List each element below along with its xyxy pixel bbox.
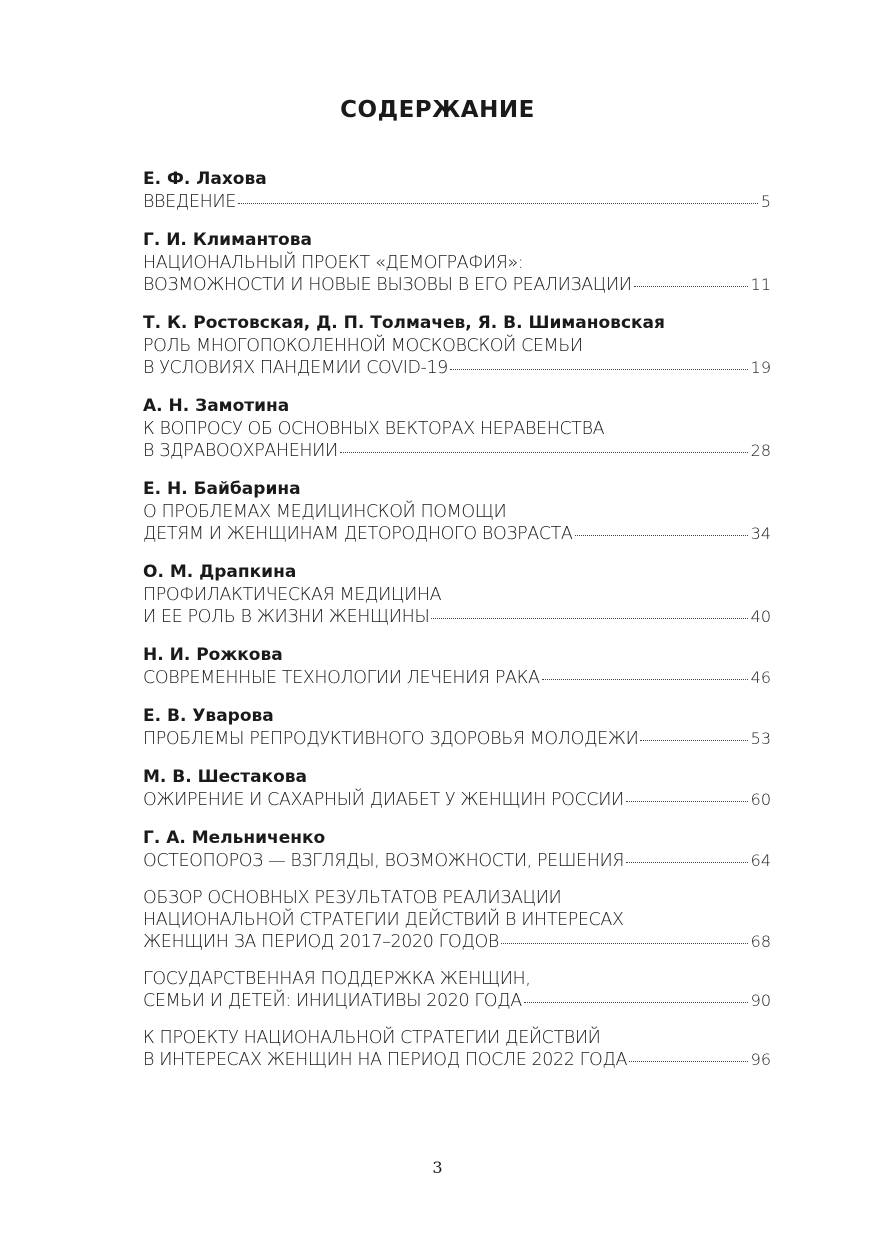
toc-entry-title-text: РОЛЬ МНОГОПОКОЛЕННОЙ МОСКОВСКОЙ СЕМЬИ	[143, 336, 583, 356]
table-of-contents	[143, 167, 771, 1086]
toc-entry-title-line	[143, 252, 771, 274]
toc-entry-page-number: 64	[750, 851, 771, 870]
toc-entry-page-number: 53	[750, 729, 771, 748]
toc-entry-title-line	[143, 667, 771, 689]
dot-leader	[431, 617, 747, 619]
toc-entry[interactable]	[143, 968, 771, 1012]
toc-entry-author: Г. И. Климантова	[143, 230, 312, 250]
toc-entry-title-text: СОВРЕМЕННЫЕ ТЕХНОЛОГИИ ЛЕЧЕНИЯ РАКА	[143, 668, 540, 688]
toc-entry-page-number: 5	[760, 192, 771, 211]
toc-entry-page-number: 96	[750, 1050, 771, 1069]
toc-entry-title-line	[143, 440, 771, 462]
toc-entry-title-text: В ИНТЕРЕСАХ ЖЕНЩИН НА ПЕРИОД ПОСЛЕ 2022 ГОДА	[143, 1050, 628, 1070]
toc-entry-title-text: ЖЕНЩИН ЗА ПЕРИОД 2017–2020 ГОДОВ	[143, 932, 499, 952]
toc-entry-author: Е. В. Уварова	[143, 706, 274, 726]
toc-entry-title-text: ВОЗМОЖНОСТИ И НОВЫЕ ВЫЗОВЫ В ЕГО РЕАЛИЗАЦИИ	[143, 275, 632, 295]
page-number: 3	[432, 1158, 443, 1177]
toc-entry-title-line	[143, 418, 771, 440]
toc-entry-page-number: 68	[750, 932, 771, 951]
toc-entry-title-line	[143, 728, 771, 750]
dot-leader	[524, 1001, 748, 1003]
toc-entry[interactable]	[143, 394, 771, 462]
toc-entry-page-number: 60	[750, 790, 771, 809]
page-title: СОДЕРЖАНИЕ	[340, 97, 535, 123]
toc-entry-title-text: НАЦИОНАЛЬНОЙ СТРАТЕГИИ ДЕЙСТВИЙ В ИНТЕРЕСАХ	[143, 910, 624, 930]
toc-entry-title-line	[143, 584, 771, 606]
dot-leader	[501, 942, 748, 944]
toc-entry-page-number: 90	[750, 991, 771, 1010]
toc-entry[interactable]	[143, 826, 771, 872]
dot-leader	[626, 800, 748, 802]
toc-entry-title-line	[143, 274, 771, 296]
toc-entry-author: Т. К. Ростовская, Д. П. Толмачев, Я. В. Шимановская	[143, 313, 665, 333]
toc-entry-author: А. Н. Замотина	[143, 396, 290, 416]
toc-entry-title-text: ДЕТЯМ И ЖЕНЩИНАМ ДЕТОРОДНОГО ВОЗРАСТА	[143, 524, 573, 544]
dot-leader	[575, 534, 748, 536]
toc-entry-title-text: К ВОПРОСУ ОБ ОСНОВНЫХ ВЕКТОРАХ НЕРАВЕНСТВА	[143, 419, 605, 439]
toc-entry-page-number: 19	[750, 358, 771, 377]
toc-entry-title-line	[143, 968, 771, 990]
toc-entry[interactable]	[143, 765, 771, 811]
toc-entry-title-text: К ПРОЕКТУ НАЦИОНАЛЬНОЙ СТРАТЕГИИ ДЕЙСТВИЙ	[143, 1028, 601, 1048]
toc-entry-author: О. М. Драпкина	[143, 562, 297, 582]
toc-entry-title-line	[143, 909, 771, 931]
toc-entry[interactable]	[143, 560, 771, 628]
toc-entry-title-text: ГОСУДАРСТВЕННАЯ ПОДДЕРЖКА ЖЕНЩИН,	[143, 969, 531, 989]
toc-entry[interactable]	[143, 643, 771, 689]
toc-entry-title-line	[143, 501, 771, 523]
toc-entry-page-number: 34	[750, 524, 771, 543]
toc-entry-title-line	[143, 931, 771, 953]
toc-entry-title-text: ОЖИРЕНИЕ И САХАРНЫЙ ДИАБЕТ У ЖЕНЩИН РОССИИ	[143, 790, 624, 810]
toc-entry-title-line	[143, 789, 771, 811]
toc-entry-title-text: ОБЗОР ОСНОВНЫХ РЕЗУЛЬТАТОВ РЕАЛИЗАЦИИ	[143, 888, 562, 908]
toc-entry-title-text: В ЗДРАВООХРАНЕНИИ	[143, 441, 338, 461]
toc-entry-title-line	[143, 357, 771, 379]
dot-leader	[238, 202, 758, 204]
toc-entry-title-text: СЕМЬИ И ДЕТЕЙ: ИНИЦИАТИВЫ 2020 ГОДА	[143, 991, 522, 1011]
toc-entry-author: Е. Н. Байбарина	[143, 479, 301, 499]
toc-entry-title-text: ВВЕДЕНИЕ	[143, 192, 236, 212]
toc-entry-title-line	[143, 523, 771, 545]
toc-entry[interactable]	[143, 887, 771, 953]
toc-entry-page-number: 11	[750, 275, 771, 294]
toc-entry[interactable]	[143, 1027, 771, 1071]
dot-leader	[340, 451, 748, 453]
toc-entry-title-text: НАЦИОНАЛЬНЫЙ ПРОЕКТ «ДЕМОГРАФИЯ»:	[143, 253, 524, 273]
toc-entry-page-number: 46	[750, 668, 771, 687]
toc-entry-title-line	[143, 1027, 771, 1049]
toc-entry-author: Н. И. Рожкова	[143, 645, 283, 665]
toc-entry-title-line	[143, 606, 771, 628]
toc-entry-title-text: В УСЛОВИЯХ ПАНДЕМИИ COVID-19	[143, 358, 448, 378]
toc-entry[interactable]	[143, 477, 771, 545]
toc-entry[interactable]	[143, 167, 771, 213]
toc-entry-title-line	[143, 335, 771, 357]
toc-entry[interactable]	[143, 228, 771, 296]
dot-leader	[634, 285, 748, 287]
dot-leader	[626, 861, 748, 863]
toc-entry-title-text: И ЕЕ РОЛЬ В ЖИЗНИ ЖЕНЩИНЫ	[143, 607, 430, 627]
toc-entry-title-line	[143, 191, 771, 213]
toc-entry-title-text: ПРОБЛЕМЫ РЕПРОДУКТИВНОГО ЗДОРОВЬЯ МОЛОДЕЖИ	[143, 729, 639, 749]
toc-entry-title-line	[143, 1049, 771, 1071]
toc-entry-title-line	[143, 850, 771, 872]
toc-entry[interactable]	[143, 311, 771, 379]
dot-leader	[450, 368, 748, 370]
toc-entry-title-text: О ПРОБЛЕМАХ МЕДИЦИНСКОЙ ПОМОЩИ	[143, 502, 507, 522]
toc-entry[interactable]	[143, 704, 771, 750]
toc-entry-author: М. В. Шестакова	[143, 767, 308, 787]
dot-leader	[640, 739, 747, 741]
toc-entry-author: Е. Ф. Лахова	[143, 169, 267, 189]
toc-entry-page-number: 40	[750, 607, 771, 626]
dot-leader	[629, 1060, 748, 1062]
toc-entry-title-line	[143, 990, 771, 1012]
toc-entry-author: Г. А. Мельниченко	[143, 828, 326, 848]
toc-entry-title-line	[143, 887, 771, 909]
dot-leader	[542, 678, 748, 680]
toc-entry-page-number: 28	[750, 441, 771, 460]
toc-entry-title-text: ПРОФИЛАКТИЧЕСКАЯ МЕДИЦИНА	[143, 585, 442, 605]
toc-entry-title-text: ОСТЕОПОРОЗ — ВЗГЛЯДЫ, ВОЗМОЖНОСТИ, РЕШЕНИЯ	[143, 851, 625, 871]
